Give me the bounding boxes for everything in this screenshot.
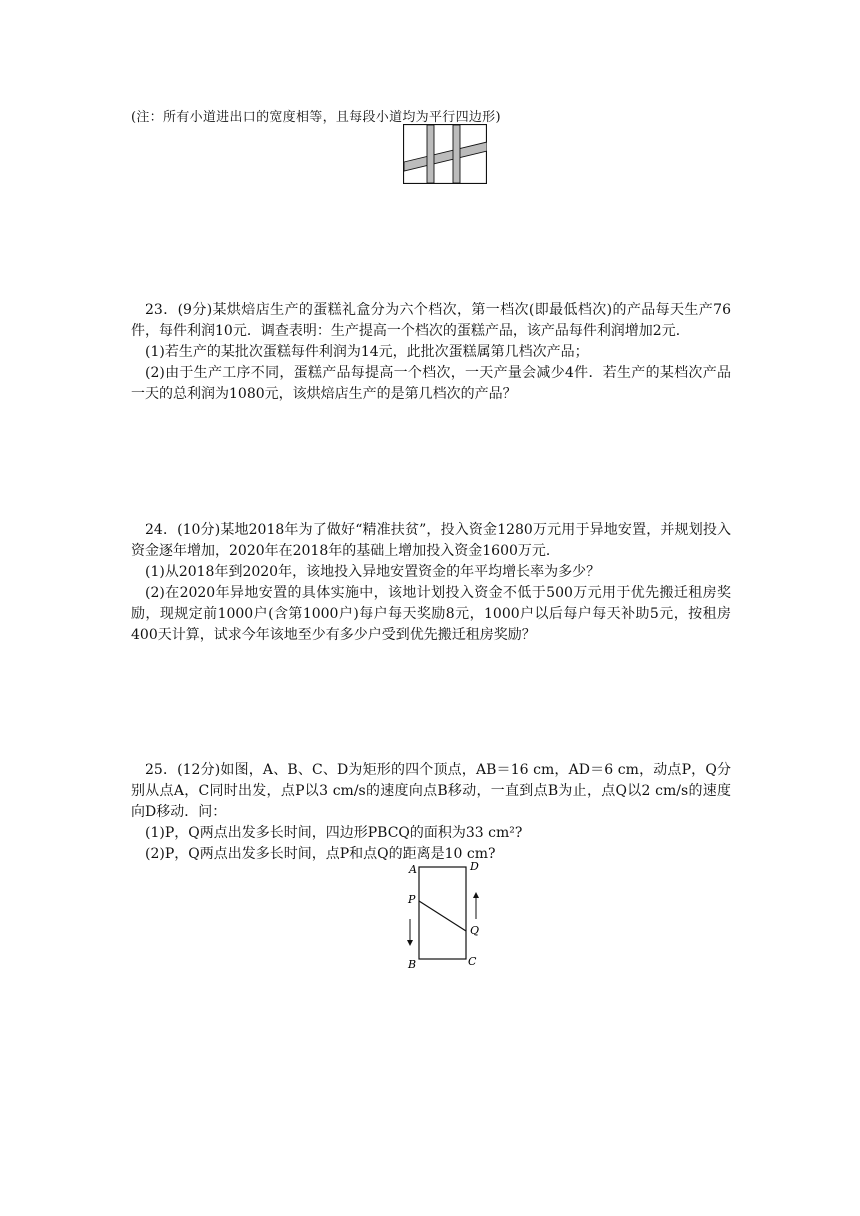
label-q: Q xyxy=(470,924,480,937)
label-c: C xyxy=(468,955,477,968)
question-25 xyxy=(131,760,731,865)
question-25-stem: 25．(12分)如图，A、B、C、D为矩形的四个顶点，AB＝16 cm，AD＝6 cm，动点P，Q分别从点A，C同时出发，点P以3 cm/s的速度向点B移动，一直到点B为止，点Q以2 cm/s的速度向D移动．问： xyxy=(131,762,731,820)
question-24 xyxy=(131,520,731,646)
question-25-part-1: (1)P，Q两点出发多长时间，四边形PBCQ的面积为33 cm²? xyxy=(145,825,523,841)
question-25-part-2: (2)P，Q两点出发多长时间，点P和点Q的距离是10 cm? xyxy=(145,846,496,862)
question-24-stem: 24．(10分)某地2018年为了做好“精准扶贫”，投入资金1280万元用于异地安置，并规划投入资金逐年增加，2020年在2018年的基础上增加投入资金1600万元． xyxy=(131,522,731,559)
question-24-part-1: (1)从2018年到2020年，该地投入异地安置资金的年平均增长率为多少？ xyxy=(145,564,601,580)
label-d: D xyxy=(470,860,479,873)
question-23-part-2: (2)由于生产工序不同，蛋糕产品每提高一个档次，一天产量会减少4件．若生产的某档次产品一天的总利润为1080元，该烘焙店生产的是第几档次的产品？ xyxy=(131,365,731,402)
label-b: B xyxy=(408,958,417,971)
question-24-part-2: (2)在2020年异地安置的具体实施中，该地计划投入资金不低于500万元用于优先搬迁租房奖励，现规定前1000户(含第1000户)每户每天奖励8元，1000户以后每户每天补助5元，按租房400天计算，试求今年该地至少有多少户受到优先搬迁租房奖励？ xyxy=(131,585,731,643)
rectangle-diagram xyxy=(398,857,488,972)
vertical-path-left xyxy=(427,125,434,183)
question-23-stem: 23．(9分)某烘焙店生产的蛋糕礼盒分为六个档次，第一档次(即最低档次)的产品每天生产76件，每件利润10元．调查表明：生产提高一个档次的蛋糕产品，该产品每件利润增加2元． xyxy=(131,302,731,339)
segment-pq xyxy=(419,901,466,931)
question-23-part-1: (1)若生产的某批次蛋糕每件利润为14元，此批次蛋糕属第几档次产品； xyxy=(145,344,589,360)
question-23 xyxy=(131,300,731,405)
label-p: P xyxy=(408,893,416,906)
figure-note: (注：所有小道进出口的宽度相等，且每段小道均为平行四边形) xyxy=(131,110,501,125)
path-diagram xyxy=(403,124,487,184)
rectangle-abcd xyxy=(419,867,466,959)
label-a: A xyxy=(409,863,417,876)
vertical-path-right xyxy=(453,125,460,183)
